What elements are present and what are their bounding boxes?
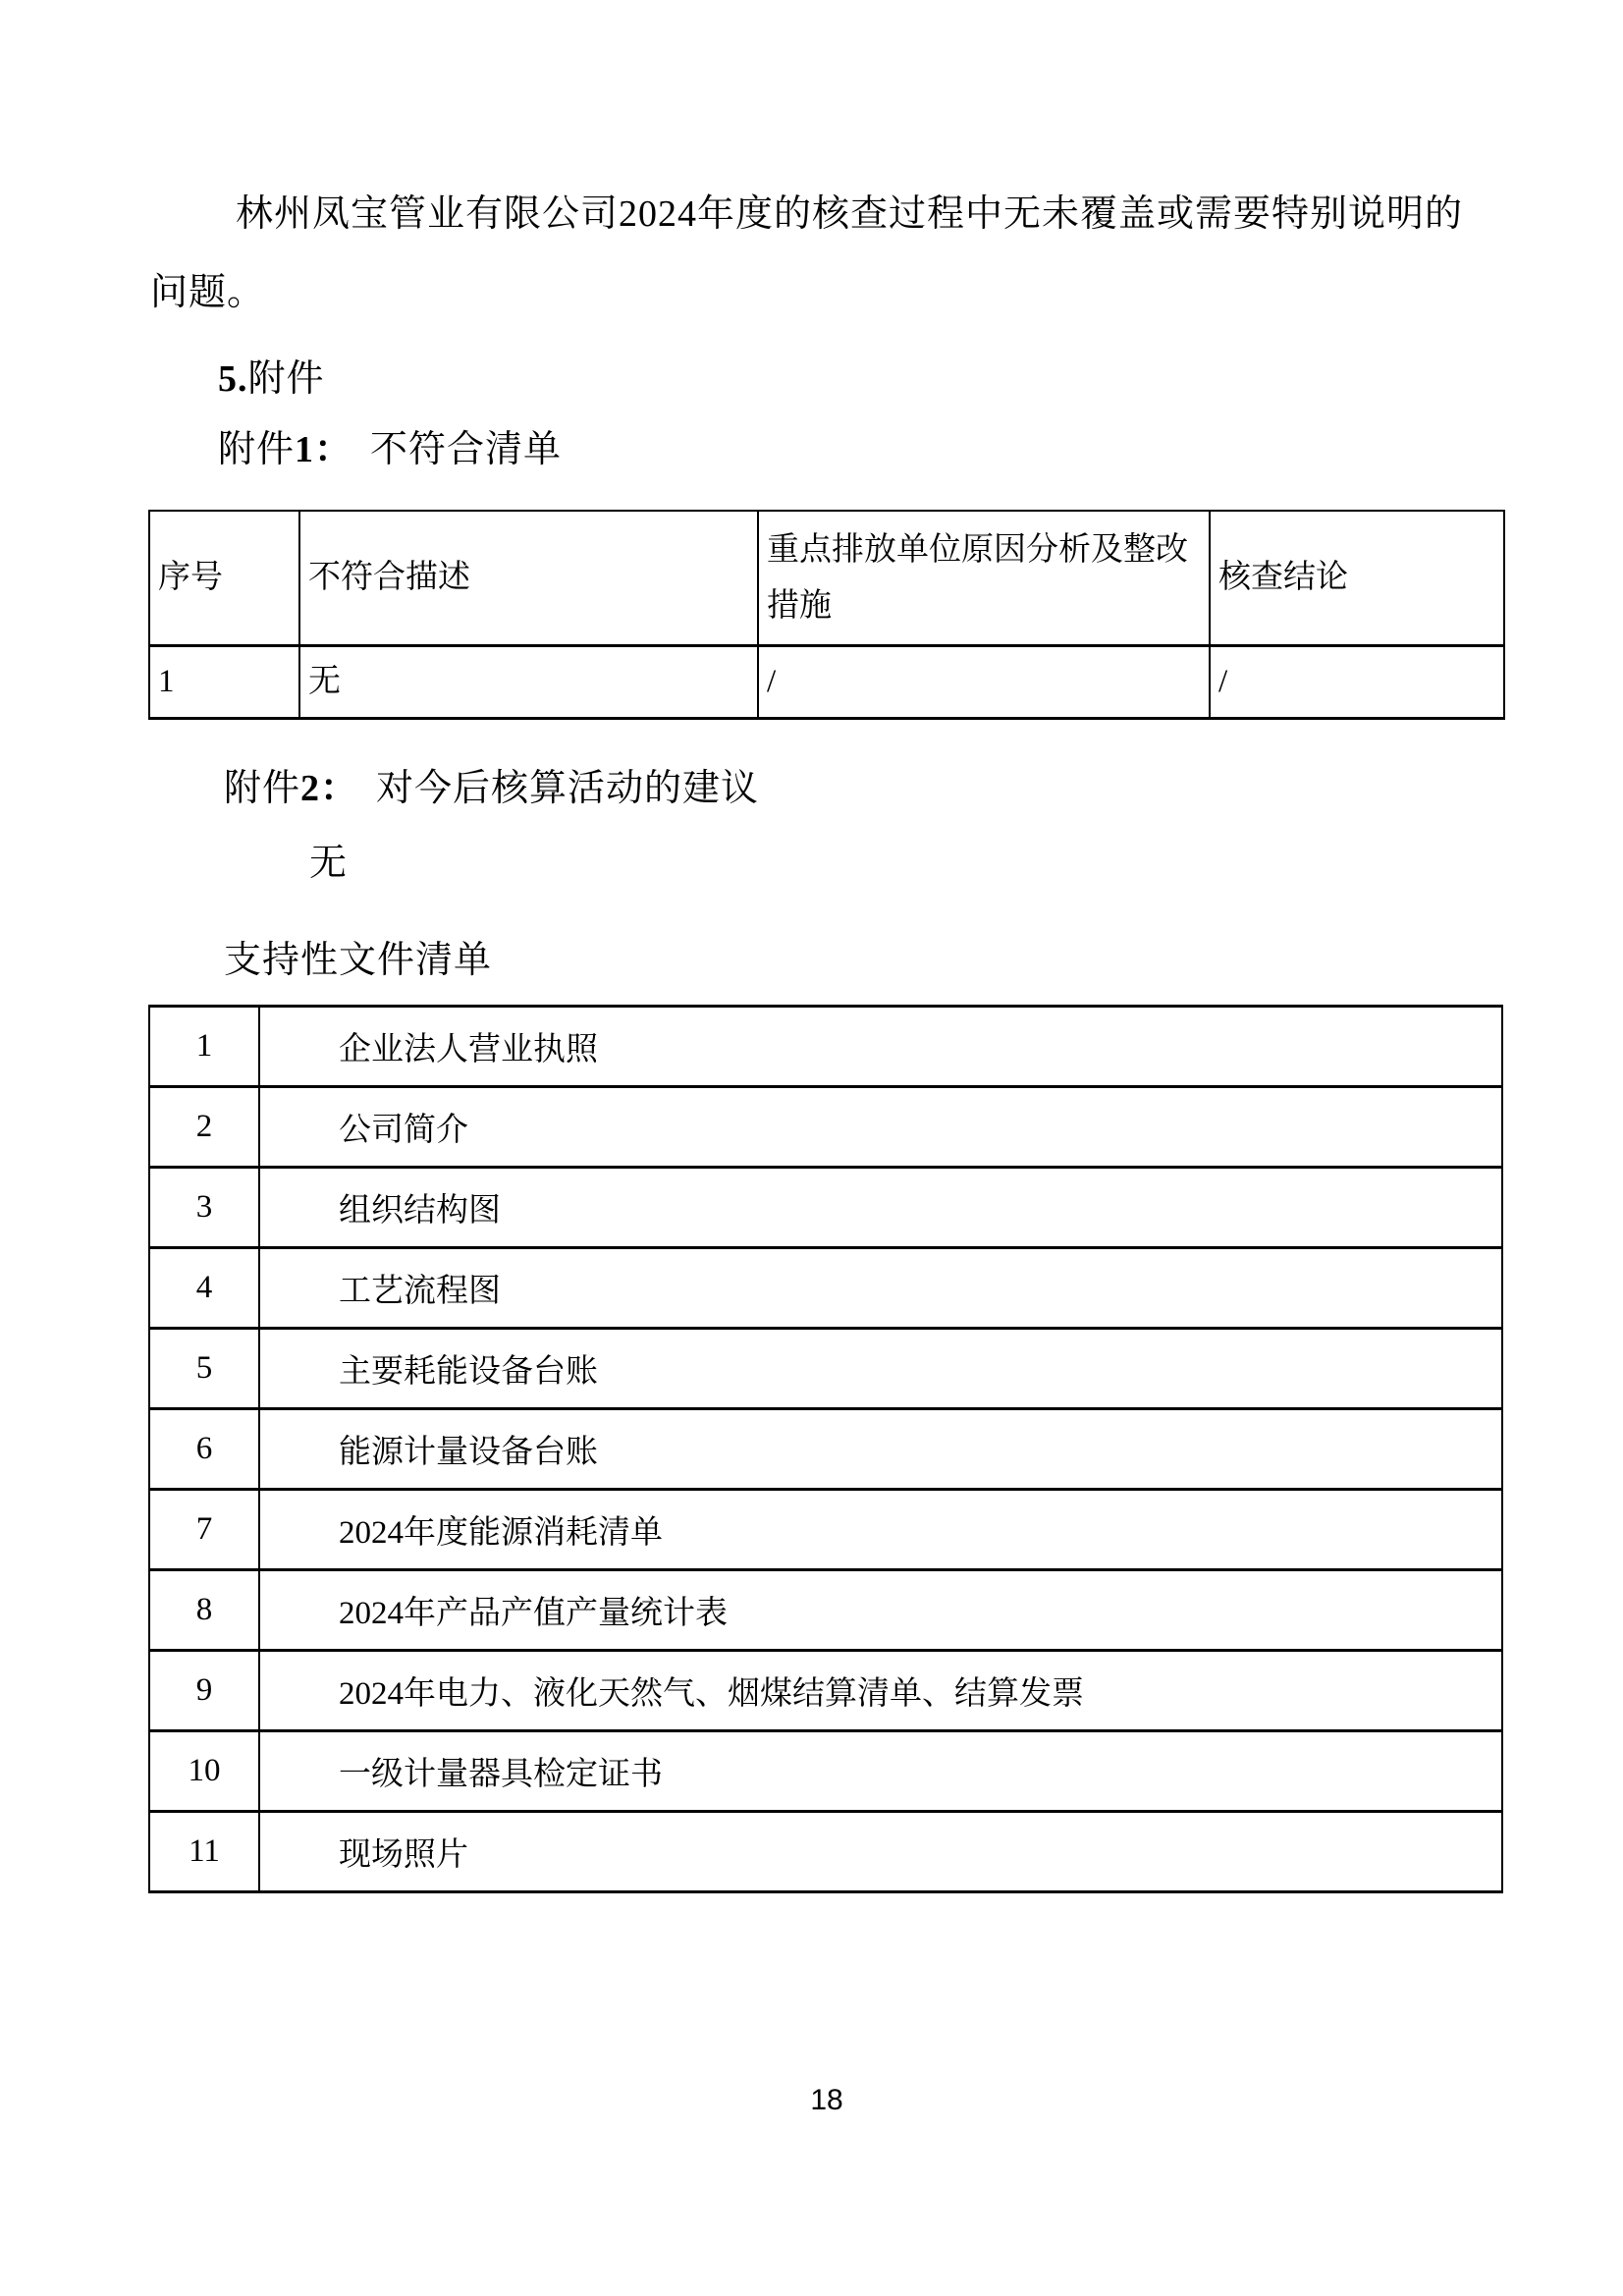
doc-name: 公司简介 xyxy=(259,1087,1502,1168)
supporting-doc-row xyxy=(149,1248,1502,1329)
doc-no: 1 xyxy=(149,1007,259,1087)
nonconformity-table xyxy=(148,510,1505,720)
cell-conclusion: / xyxy=(1210,646,1504,719)
doc-name: 一级计量器具检定证书 xyxy=(259,1731,1502,1812)
page-number: 18 xyxy=(810,2084,843,2116)
doc-no: 4 xyxy=(149,1248,259,1329)
doc-no: 9 xyxy=(149,1651,259,1731)
supporting-doc-row xyxy=(149,1731,1502,1812)
doc-name: 工艺流程图 xyxy=(259,1248,1502,1329)
header-conclusion: 核查结论 xyxy=(1210,511,1504,646)
doc-no: 6 xyxy=(149,1409,259,1490)
attachment-2-label: 附件 xyxy=(224,768,301,809)
supporting-doc-row xyxy=(149,1007,1502,1087)
section-5-number: 5. xyxy=(218,358,248,400)
attachment-2-title: 对今后核算活动的建议 xyxy=(376,768,760,809)
cell-analysis: / xyxy=(758,646,1210,719)
attachment-1-heading xyxy=(218,426,562,474)
nonconformity-row xyxy=(149,646,1504,719)
attachment-2-content: 无 xyxy=(309,843,349,884)
doc-name: 2024年电力、液化天然气、烟煤结算清单、结算发票 xyxy=(259,1651,1502,1731)
attachment-1-label: 附件 xyxy=(218,429,296,470)
cell-description: 无 xyxy=(299,646,758,719)
supporting-doc-row xyxy=(149,1087,1502,1168)
doc-name: 企业法人营业执照 xyxy=(259,1007,1502,1087)
doc-name: 能源计量设备台账 xyxy=(259,1409,1502,1490)
section-5-title: 附件 xyxy=(247,358,325,400)
doc-no: 11 xyxy=(149,1812,259,1892)
header-analysis: 重点排放单位原因分析及整改措施 xyxy=(758,511,1210,646)
doc-name: 主要耗能设备台账 xyxy=(259,1329,1502,1409)
doc-name: 2024年产品产值产量统计表 xyxy=(259,1570,1502,1651)
doc-no: 8 xyxy=(149,1570,259,1651)
attachment-2-heading xyxy=(224,765,759,813)
doc-name: 2024年度能源消耗清单 xyxy=(259,1490,1502,1570)
supporting-doc-row xyxy=(149,1651,1502,1731)
supporting-doc-row xyxy=(149,1409,1502,1490)
attachment-1-title: 不符合清单 xyxy=(370,429,563,470)
supporting-list-title: 支持性文件清单 xyxy=(224,940,493,981)
paragraph-line-2: 问题。 xyxy=(150,272,266,313)
section-5-heading xyxy=(218,355,325,404)
cell-no: 1 xyxy=(149,646,299,719)
supporting-doc-row xyxy=(149,1329,1502,1409)
nonconformity-header-row xyxy=(149,511,1504,646)
doc-no: 10 xyxy=(149,1731,259,1812)
header-no: 序号 xyxy=(149,511,299,646)
doc-no: 5 xyxy=(149,1329,259,1409)
paragraph-line-1: 林州凤宝管业有限公司2024年度的核查过程中无未覆盖或需要特别说明的 xyxy=(236,193,1464,235)
doc-name: 现场照片 xyxy=(259,1812,1502,1892)
supporting-doc-row xyxy=(149,1570,1502,1651)
doc-name: 组织结构图 xyxy=(259,1168,1502,1248)
supporting-doc-row xyxy=(149,1490,1502,1570)
doc-no: 2 xyxy=(149,1087,259,1168)
supporting-doc-row xyxy=(149,1168,1502,1248)
attachment-2-number: 2： xyxy=(300,768,359,809)
supporting-doc-row xyxy=(149,1812,1502,1892)
doc-no: 7 xyxy=(149,1490,259,1570)
header-description: 不符合描述 xyxy=(299,511,758,646)
supporting-documents-table xyxy=(148,1005,1503,1893)
attachment-1-number: 1： xyxy=(295,429,353,470)
doc-no: 3 xyxy=(149,1168,259,1248)
